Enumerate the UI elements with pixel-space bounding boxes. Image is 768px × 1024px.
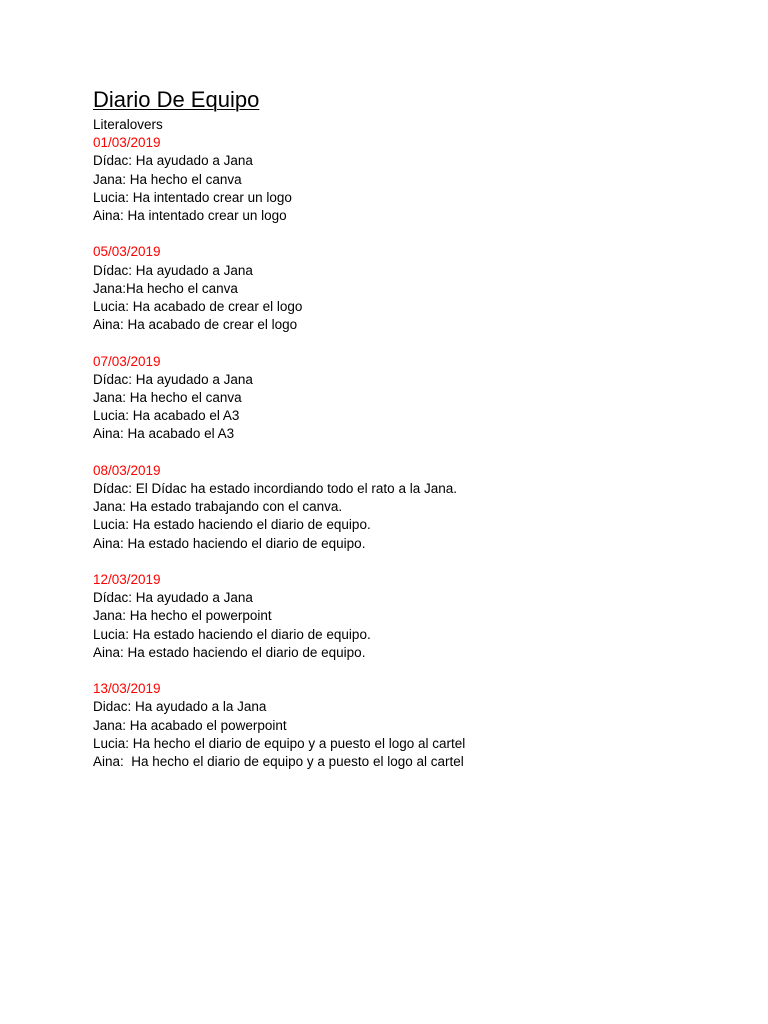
diary-entries: [93, 134, 733, 771]
entry-line: Aina: Ha estado haciendo el diario de equipo.: [93, 535, 366, 551]
entry-line: Lucia: Ha hecho el diario de equipo y a puesto el logo al cartel: [93, 735, 466, 751]
diary-entry: [93, 571, 733, 662]
entry-line: Jana: Ha estado trabajando con el canva.: [93, 499, 343, 515]
entry-line: Dídac: El Dídac ha estado incordiando todo el rato a la Jana.: [93, 481, 457, 497]
entry-line: Lucia: Ha estado haciendo el diario de equipo.: [93, 626, 371, 642]
diary-entry: [93, 680, 733, 771]
document-page: [93, 86, 733, 789]
entry-line: Dídac: Ha ayudado a Jana: [93, 153, 253, 169]
entry-date: 08/03/2019: [93, 462, 161, 478]
team-name: Literalovers: [93, 117, 163, 132]
entry-line: Lucia: Ha intentado crear un logo: [93, 189, 292, 205]
entry-line: Aina: Ha estado haciendo el diario de equipo.: [93, 644, 366, 660]
entry-date: 01/03/2019: [93, 135, 161, 151]
entry-line: Jana: Ha hecho el powerpoint: [93, 608, 272, 624]
diary-entry: [93, 243, 733, 334]
diary-entry: [93, 134, 733, 225]
entry-line: Aina: Ha acabado de crear el logo: [93, 317, 298, 333]
diary-entry: [93, 353, 733, 444]
entry-line: Jana: Ha hecho el canva: [93, 171, 242, 187]
entry-line: Lucia: Ha estado haciendo el diario de equipo.: [93, 517, 371, 533]
entry-line: Aina: Ha acabado el A3: [93, 426, 235, 442]
entry-line: Dídac: Ha ayudado a Jana: [93, 590, 253, 606]
entry-line: Jana:Ha hecho el canva: [93, 280, 238, 296]
entry-line: Didac: Ha ayudado a la Jana: [93, 699, 267, 715]
entry-line: Lucia: Ha acabado de crear el logo: [93, 299, 303, 315]
entry-line: Aina: Ha hecho el diario de equipo y a puesto el logo al cartel: [93, 754, 464, 770]
entry-line: Jana: Ha acabado el powerpoint: [93, 717, 287, 733]
entry-line: Dídac: Ha ayudado a Jana: [93, 371, 253, 387]
entry-line: Jana: Ha hecho el canva: [93, 390, 242, 406]
entry-date: 12/03/2019: [93, 572, 161, 588]
entry-date: 13/03/2019: [93, 681, 161, 697]
entry-line: Dídac: Ha ayudado a Jana: [93, 262, 253, 278]
entry-date: 05/03/2019: [93, 244, 161, 260]
diary-entry: [93, 462, 733, 553]
document-title: Diario De Equipo: [93, 87, 260, 112]
entry-date: 07/03/2019: [93, 353, 161, 369]
entry-line: Lucia: Ha acabado el A3: [93, 408, 240, 424]
entry-line: Aina: Ha intentado crear un logo: [93, 208, 287, 224]
